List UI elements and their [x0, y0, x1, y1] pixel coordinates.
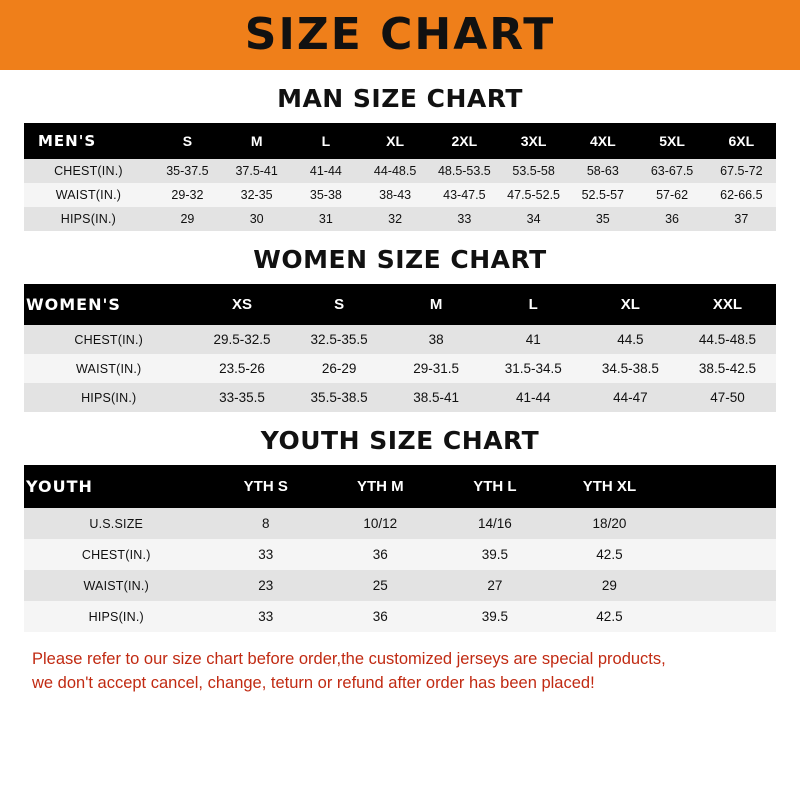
row-label-waist: WAIST(IN.) [24, 354, 193, 383]
table-row [24, 539, 776, 570]
table-row [24, 183, 776, 207]
table-man-col-m: M [222, 123, 291, 159]
cell: 32 [361, 207, 430, 231]
cell: 37 [707, 207, 776, 231]
cell: 31 [291, 207, 360, 231]
cell: 34 [499, 207, 568, 231]
table-man-col-xl: XL [361, 123, 430, 159]
cell: 33 [208, 539, 323, 570]
cell: 18/20 [552, 508, 667, 539]
cell: 47-50 [679, 383, 776, 412]
table-women [24, 284, 776, 412]
cell: 48.5-53.5 [430, 159, 499, 183]
cell: 39.5 [438, 539, 553, 570]
row-label-waist: WAIST(IN.) [24, 183, 153, 207]
table-man-col-6xl: 6XL [707, 123, 776, 159]
cell-spacer [667, 539, 776, 570]
cell: 38-43 [361, 183, 430, 207]
row-label-hips: HIPS(IN.) [24, 383, 193, 412]
section-women [24, 245, 776, 412]
notice-line-1: Please refer to our size chart before order,the customized jerseys are special products, [32, 650, 666, 668]
cell: 36 [637, 207, 706, 231]
table-youth-col-l: YTH L [438, 465, 553, 508]
table-man-col-5xl: 5XL [637, 123, 706, 159]
cell: 43-47.5 [430, 183, 499, 207]
banner [0, 0, 800, 70]
row-label-chest: CHEST(IN.) [24, 539, 208, 570]
cell: 41-44 [485, 383, 582, 412]
table-women-col-m: M [388, 284, 485, 325]
table-row [24, 601, 776, 632]
table-man [24, 123, 776, 231]
row-label-us-size: U.S.SIZE [24, 508, 208, 539]
table-youth-col-s: YTH S [208, 465, 323, 508]
cell: 14/16 [438, 508, 553, 539]
table-youth-head [24, 465, 776, 508]
cell: 23.5-26 [193, 354, 290, 383]
table-man-col-2xl: 2XL [430, 123, 499, 159]
table-women-head [24, 284, 776, 325]
cell: 37.5-41 [222, 159, 291, 183]
cell: 29-31.5 [388, 354, 485, 383]
table-women-col-xs: XS [193, 284, 290, 325]
table-man-corner: MEN'S [24, 123, 153, 159]
cell: 38 [388, 325, 485, 354]
cell: 42.5 [552, 539, 667, 570]
table-man-col-l: L [291, 123, 360, 159]
cell: 34.5-38.5 [582, 354, 679, 383]
cell: 33 [208, 601, 323, 632]
table-women-col-xxl: XXL [679, 284, 776, 325]
cell: 41 [485, 325, 582, 354]
cell: 36 [323, 539, 438, 570]
table-row [24, 207, 776, 231]
table-women-col-l: L [485, 284, 582, 325]
cell: 30 [222, 207, 291, 231]
table-man-col-3xl: 3XL [499, 123, 568, 159]
page-title: SIZE CHART [244, 9, 556, 60]
cell-spacer [667, 570, 776, 601]
table-header-row [24, 284, 776, 325]
cell: 26-29 [291, 354, 388, 383]
table-man-col-4xl: 4XL [568, 123, 637, 159]
table-youth [24, 465, 776, 632]
cell: 41-44 [291, 159, 360, 183]
section-youth [24, 426, 776, 632]
row-label-waist: WAIST(IN.) [24, 570, 208, 601]
cell: 62-66.5 [707, 183, 776, 207]
cell: 44-47 [582, 383, 679, 412]
table-row [24, 570, 776, 601]
cell: 39.5 [438, 601, 553, 632]
cell: 10/12 [323, 508, 438, 539]
table-header-row [24, 465, 776, 508]
table-header-row [24, 123, 776, 159]
cell: 44-48.5 [361, 159, 430, 183]
cell: 29 [153, 207, 222, 231]
cell: 67.5-72 [707, 159, 776, 183]
table-women-body [24, 325, 776, 412]
notice-text [32, 648, 768, 696]
section-man [24, 84, 776, 231]
table-man-head [24, 123, 776, 159]
cell: 63-67.5 [637, 159, 706, 183]
table-row [24, 508, 776, 539]
cell: 44.5 [582, 325, 679, 354]
cell: 32-35 [222, 183, 291, 207]
cell: 58-63 [568, 159, 637, 183]
cell: 35-38 [291, 183, 360, 207]
row-label-hips: HIPS(IN.) [24, 207, 153, 231]
table-youth-col-xl: YTH XL [552, 465, 667, 508]
notice-line-2: we don't accept cancel, change, teturn or refund after order has been placed! [32, 673, 595, 692]
cell: 53.5-58 [499, 159, 568, 183]
table-man-body [24, 159, 776, 231]
table-women-corner: WOMEN'S [24, 284, 193, 325]
content [0, 84, 800, 696]
cell: 35.5-38.5 [291, 383, 388, 412]
cell: 35-37.5 [153, 159, 222, 183]
cell: 35 [568, 207, 637, 231]
cell: 33-35.5 [193, 383, 290, 412]
row-label-chest: CHEST(IN.) [24, 159, 153, 183]
cell-spacer [667, 508, 776, 539]
table-women-col-xl: XL [582, 284, 679, 325]
cell: 52.5-57 [568, 183, 637, 207]
cell: 38.5-42.5 [679, 354, 776, 383]
table-women-col-s: S [291, 284, 388, 325]
table-man-col-s: S [153, 123, 222, 159]
cell: 36 [323, 601, 438, 632]
cell: 38.5-41 [388, 383, 485, 412]
table-row [24, 383, 776, 412]
table-row [24, 159, 776, 183]
cell: 23 [208, 570, 323, 601]
table-youth-body [24, 508, 776, 632]
cell: 25 [323, 570, 438, 601]
cell: 32.5-35.5 [291, 325, 388, 354]
section-title-women: WOMEN SIZE CHART [253, 245, 547, 274]
cell: 29 [552, 570, 667, 601]
cell: 29.5-32.5 [193, 325, 290, 354]
row-label-chest: CHEST(IN.) [24, 325, 193, 354]
cell: 57-62 [637, 183, 706, 207]
cell-spacer [667, 601, 776, 632]
cell: 47.5-52.5 [499, 183, 568, 207]
table-youth-col-spacer [667, 465, 776, 508]
table-row [24, 325, 776, 354]
cell: 29-32 [153, 183, 222, 207]
table-row [24, 354, 776, 383]
table-youth-col-m: YTH M [323, 465, 438, 508]
row-label-hips: HIPS(IN.) [24, 601, 208, 632]
cell: 27 [438, 570, 553, 601]
cell: 33 [430, 207, 499, 231]
cell: 44.5-48.5 [679, 325, 776, 354]
cell: 31.5-34.5 [485, 354, 582, 383]
section-title-man: MAN SIZE CHART [277, 84, 523, 113]
cell: 42.5 [552, 601, 667, 632]
section-title-youth: YOUTH SIZE CHART [260, 426, 540, 455]
table-youth-corner: YOUTH [24, 465, 208, 508]
cell: 8 [208, 508, 323, 539]
